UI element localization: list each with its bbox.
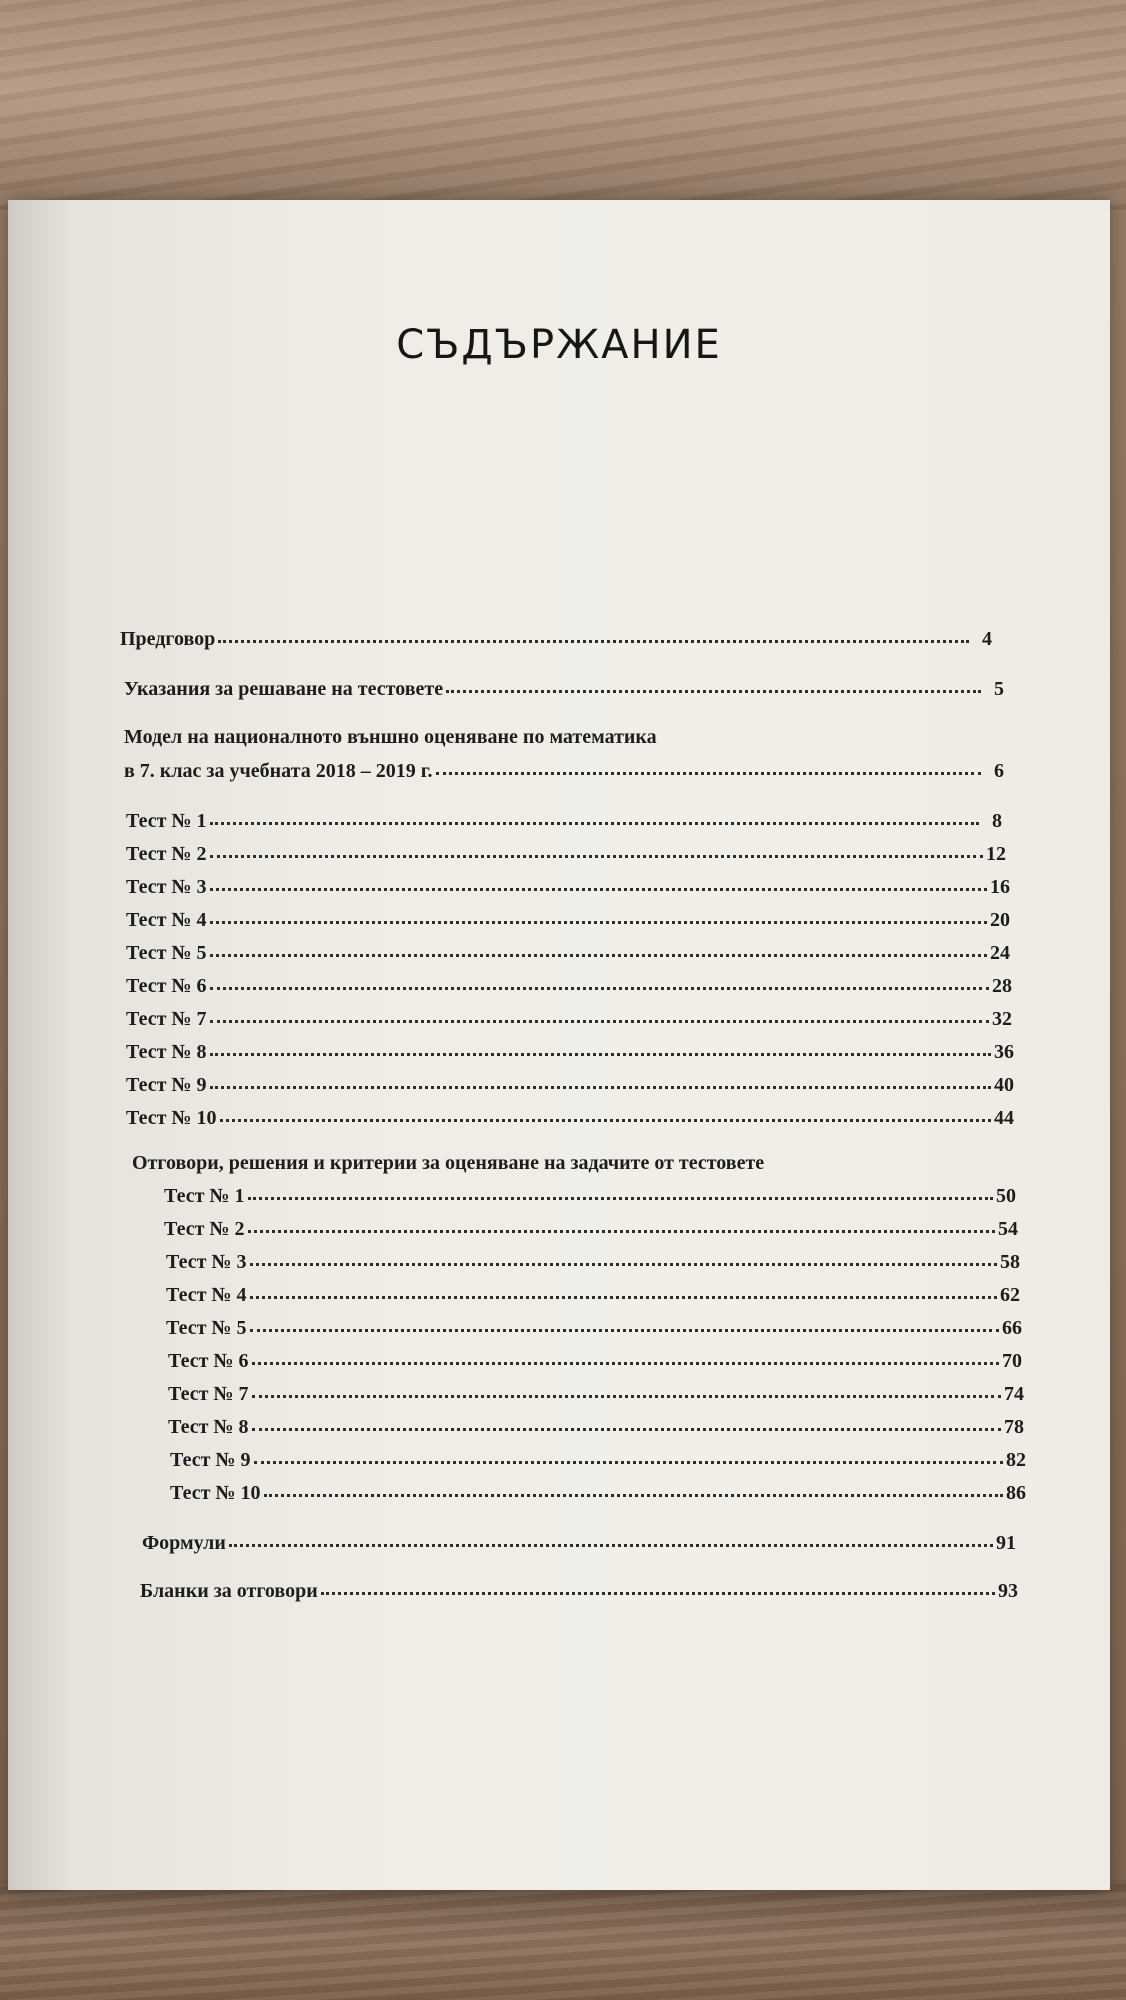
toc-model-heading: Модел на националното външно оценяване по математика (124, 726, 657, 748)
toc-entry-page: 66 (1002, 1317, 1022, 1339)
toc-entry-page: 5 (994, 678, 1004, 700)
toc-entry-page: 28 (992, 975, 1012, 997)
dot-leader (250, 1249, 998, 1266)
dot-leader (210, 1039, 992, 1056)
toc-entry-test-4 (126, 909, 1010, 932)
toc-entry-page: 93 (998, 1580, 1018, 1602)
toc-entry-page: 70 (1002, 1350, 1022, 1372)
toc-entry-label: Тест № 7 (126, 1008, 207, 1030)
toc-entry-label: Тест № 1 (164, 1185, 245, 1207)
toc-answers-heading: Отговори, решения и критерии за оценяване на задачите от тестовете (132, 1152, 765, 1174)
toc-entry-answers-4 (166, 1284, 1020, 1307)
toc-entry-label: Тест № 9 (170, 1449, 251, 1471)
toc-entry-label: Тест № 4 (126, 909, 207, 931)
toc-entry-foreword (120, 628, 992, 651)
dot-leader (252, 1414, 1002, 1431)
toc-entry-test-5 (126, 942, 1010, 965)
toc-entry-page: 54 (998, 1218, 1018, 1240)
toc-entry-answers-10 (170, 1482, 1026, 1505)
toc-entry-page: 44 (994, 1107, 1014, 1129)
toc-entry-test-2 (126, 843, 1006, 866)
toc-entry-label: Тест № 5 (126, 942, 207, 964)
toc-entry-page: 12 (986, 843, 1006, 865)
toc-entry-label: Тест № 8 (168, 1416, 249, 1438)
toc-entry-answer-sheets (140, 1580, 1018, 1603)
toc-entry-label: Формули (142, 1532, 226, 1554)
toc-entry-test-9 (126, 1074, 1014, 1097)
dot-leader (250, 1315, 1000, 1332)
toc-entry-label: Тест № 10 (126, 1107, 217, 1129)
toc-entry-label: Тест № 7 (168, 1383, 249, 1405)
dot-leader (252, 1348, 1000, 1365)
dot-leader (210, 973, 990, 990)
dot-leader (248, 1216, 996, 1233)
dot-leader (446, 676, 981, 693)
dot-leader (250, 1282, 998, 1299)
toc-entry-answers-6 (168, 1350, 1022, 1373)
toc-entry-label: Тест № 2 (164, 1218, 245, 1240)
toc-entry-label: Тест № 9 (126, 1074, 207, 1096)
dot-leader (248, 1183, 994, 1200)
toc-entry-page: 16 (990, 876, 1010, 898)
toc-entry-page: 50 (996, 1185, 1016, 1207)
toc-entry-label: Тест № 3 (126, 876, 207, 898)
toc-entry-page: 74 (1004, 1383, 1024, 1405)
book-page (8, 200, 1110, 1890)
toc-entry-label: Тест № 5 (166, 1317, 247, 1339)
dot-leader (218, 626, 969, 643)
toc-entry-page: 78 (1004, 1416, 1024, 1438)
toc-entry-model (124, 760, 1004, 783)
toc-entry-test-3 (126, 876, 1010, 899)
toc-entry-answers-8 (168, 1416, 1024, 1439)
toc-entry-label: Тест № 10 (170, 1482, 261, 1504)
toc-entry-page: 32 (992, 1008, 1012, 1030)
dot-leader (210, 874, 988, 891)
toc-entry-test-8 (126, 1041, 1014, 1064)
toc-entry-label: Бланки за отговори (140, 1580, 318, 1602)
dot-leader (210, 907, 988, 924)
table-surface-bottom (0, 1880, 1126, 2000)
toc-entry-label: Тест № 6 (168, 1350, 249, 1372)
toc-entry-answers-1 (164, 1185, 1016, 1208)
toc-entry-test-7 (126, 1008, 1012, 1031)
toc-entry-page: 4 (982, 628, 992, 650)
dot-leader (229, 1530, 993, 1547)
toc-entry-page: 36 (994, 1041, 1014, 1063)
toc-entry-label: Тест № 8 (126, 1041, 207, 1063)
toc-entry-test-6 (126, 975, 1012, 998)
toc-entry-page: 20 (990, 909, 1010, 931)
toc-entry-label: Тест № 2 (126, 843, 207, 865)
toc-entry-page: 24 (990, 942, 1010, 964)
dot-leader (210, 940, 988, 957)
toc-entry-formulas (142, 1532, 1016, 1555)
dot-leader (210, 808, 980, 825)
toc-entry-answers-9 (170, 1449, 1026, 1472)
dot-leader (210, 1006, 990, 1023)
toc-entry-answers-5 (166, 1317, 1022, 1340)
toc-entry-label: Указания за решаване на тестовете (124, 678, 444, 700)
dot-leader (252, 1381, 1002, 1398)
dot-leader (321, 1578, 995, 1595)
dot-leader (254, 1447, 1004, 1464)
toc-entry-label: Тест № 3 (166, 1251, 247, 1273)
dot-leader (210, 841, 984, 858)
toc-entry-instructions (124, 678, 1004, 701)
toc-entry-page: 8 (992, 810, 1002, 832)
toc-entry-page: 82 (1006, 1449, 1026, 1471)
toc-entry-label: Предговор (120, 628, 216, 650)
toc-entry-answers-2 (164, 1218, 1018, 1241)
toc-entry-page: 91 (996, 1532, 1016, 1554)
dot-leader (220, 1105, 992, 1122)
toc-entry-label: Тест № 4 (166, 1284, 247, 1306)
page-title: СЪДЪРЖАНИЕ (396, 322, 722, 368)
toc-entry-page: 58 (1000, 1251, 1020, 1273)
toc-entry-page: 40 (994, 1074, 1014, 1096)
toc-entry-page: 62 (1000, 1284, 1020, 1306)
table-surface-top (0, 0, 1126, 210)
toc-entry-label: в 7. клас за учебната 2018 – 2019 г. (124, 760, 433, 782)
toc-entry-answers-3 (166, 1251, 1020, 1274)
dot-leader (210, 1072, 992, 1089)
toc-entry-label: Тест № 6 (126, 975, 207, 997)
toc-entry-test-1 (126, 810, 1002, 833)
toc-entry-test-10 (126, 1107, 1014, 1130)
toc-entry-label: Тест № 1 (126, 810, 207, 832)
toc-entry-page: 6 (994, 760, 1004, 782)
toc-entry-page: 86 (1006, 1482, 1026, 1504)
dot-leader (264, 1480, 1004, 1497)
dot-leader (436, 758, 981, 775)
toc-entry-answers-7 (168, 1383, 1024, 1406)
